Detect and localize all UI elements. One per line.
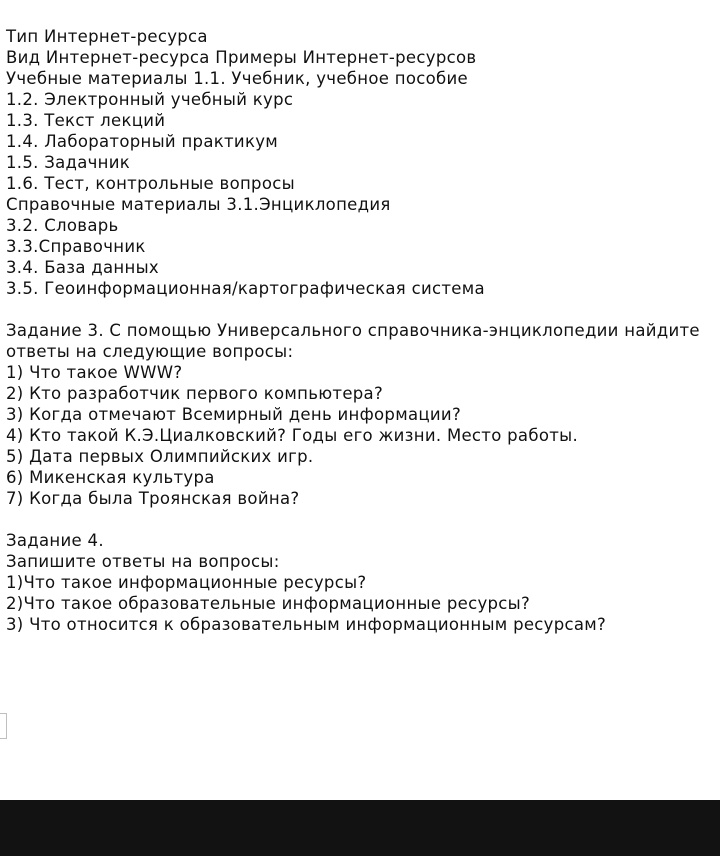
task4-question: 3) Что относится к образовательным информационным ресурсам?	[6, 615, 607, 634]
text-line: 1.4. Лабораторный практикум	[6, 132, 279, 151]
text-line: 3.3.Справочник	[6, 237, 146, 256]
task3-question: 5) Дата первых Олимпийских игр.	[6, 447, 314, 466]
task3-question: 4) Кто такой К.Э.Циалковский? Годы его жизни. Место работы.	[6, 426, 578, 445]
text-line: 1.5. Задачник	[6, 153, 131, 172]
task4-title: Задание 4.	[6, 531, 104, 550]
text-line: Вид Интернет-ресурса Примеры Интернет-ресурсов	[6, 48, 477, 67]
task3-question: 2) Кто разработчик первого компьютера?	[6, 384, 384, 403]
text-line: Тип Интернет-ресурса	[6, 27, 208, 46]
spacer	[6, 509, 714, 530]
task3-question: 6) Микенская культура	[6, 468, 215, 487]
task3-question: 1) Что такое WWW?	[6, 363, 183, 382]
resource-types-section	[6, 26, 714, 299]
task4-question: 1)Что такое информационные ресурсы?	[6, 573, 367, 592]
text-line: Справочные материалы 3.1.Энциклопедия	[6, 195, 391, 214]
text-line: 3.4. База данных	[6, 258, 159, 277]
task3-question: 7) Когда была Троянская война?	[6, 489, 300, 508]
text-line: Учебные материалы 1.1. Учебник, учебное пособие	[6, 69, 468, 88]
task4-question: 2)Что такое образовательные информационные ресурсы?	[6, 594, 531, 613]
bottom-dark-bar	[0, 800, 720, 856]
text-cursor-marker	[0, 713, 7, 739]
task4-section	[6, 530, 714, 635]
text-line: 3.2. Словарь	[6, 216, 119, 235]
text-line: 3.5. Геоинформационная/картографическая система	[6, 279, 485, 298]
document-body	[6, 26, 714, 635]
task3-intro: Задание 3. С помощью Универсального справочника-энциклопедии найдите ответы на следующие вопросы:	[6, 321, 700, 361]
text-line: 1.2. Электронный учебный курс	[6, 90, 294, 109]
task4-intro: Запишите ответы на вопросы:	[6, 552, 280, 571]
task3-question: 3) Когда отмечают Всемирный день информации?	[6, 405, 462, 424]
spacer	[6, 299, 714, 320]
text-line: 1.3. Текст лекций	[6, 111, 166, 130]
text-line: 1.6. Тест, контрольные вопросы	[6, 174, 295, 193]
task3-section	[6, 320, 714, 509]
